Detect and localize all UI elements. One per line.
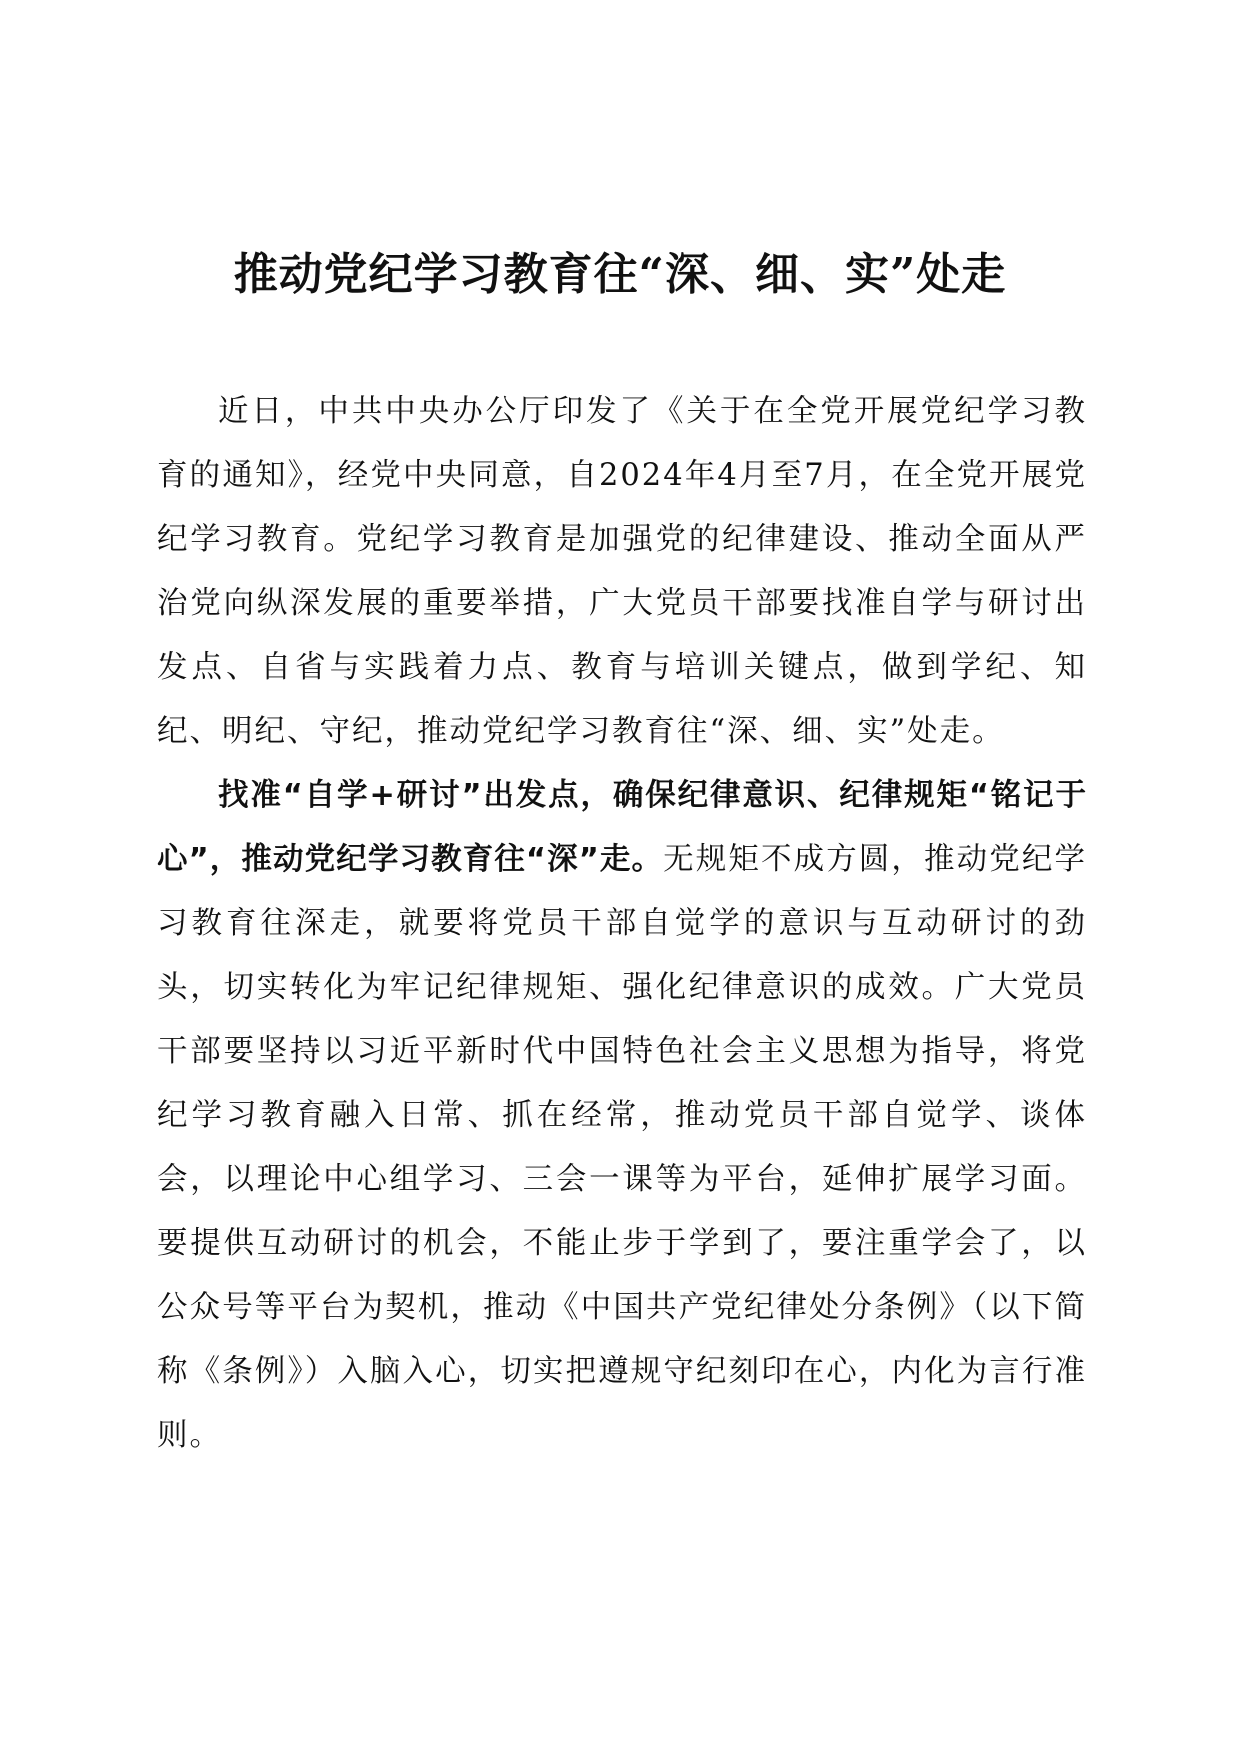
paragraph-section-1 [157,764,1087,1468]
section-1-heading: 找准“自学+研讨”出发点，确保纪律意识、纪律规矩“铭记于心”，推动党纪学习教育往“深”走。 [157,778,1087,877]
paragraph-intro [157,380,1087,764]
section-1-text: 无规矩不成方圆，推动党纪学习教育往深走，就要将党员干部自觉学的意识与互动研讨的劲头，切实转化为牢记纪律规矩、强化纪律意识的成效。广大党员干部要坚持以习近平新时代中国特色社会主义思想为指导，将党纪学习教育融入日常、抓在经常，推动党员干部自觉学、谈体会，以理论中心组学习、三会一课等为平台，延伸扩展学习面。要提供互动研讨的机会，不能止步于学到了，要注重学会了，以公众号等平台为契机，推动《中国共产党纪律处分条例》（以下简称《条例》）入脑入心，切实把遵规守纪刻印在心，内化为言行准则。 [157,842,1087,1453]
paragraph-intro-text: 近日，中共中央办公厅印发了《关于在全党开展党纪学习教育的通知》，经党中央同意，自2024年4月至7月，在全党开展党纪学习教育。党纪学习教育是加强党的纪律建设、推动全面从严治党向纵深发展的重要举措，广大党员干部要找准自学与研讨出发点、自省与实践着力点、教育与培训关键点，做到学纪、知纪、明纪、守纪，推动党纪学习教育往“深、细、实”处走。 [157,394,1087,749]
document-body [157,380,1087,1468]
document-title: 推动党纪学习教育往“深、细、实”处走 [233,249,1007,300]
